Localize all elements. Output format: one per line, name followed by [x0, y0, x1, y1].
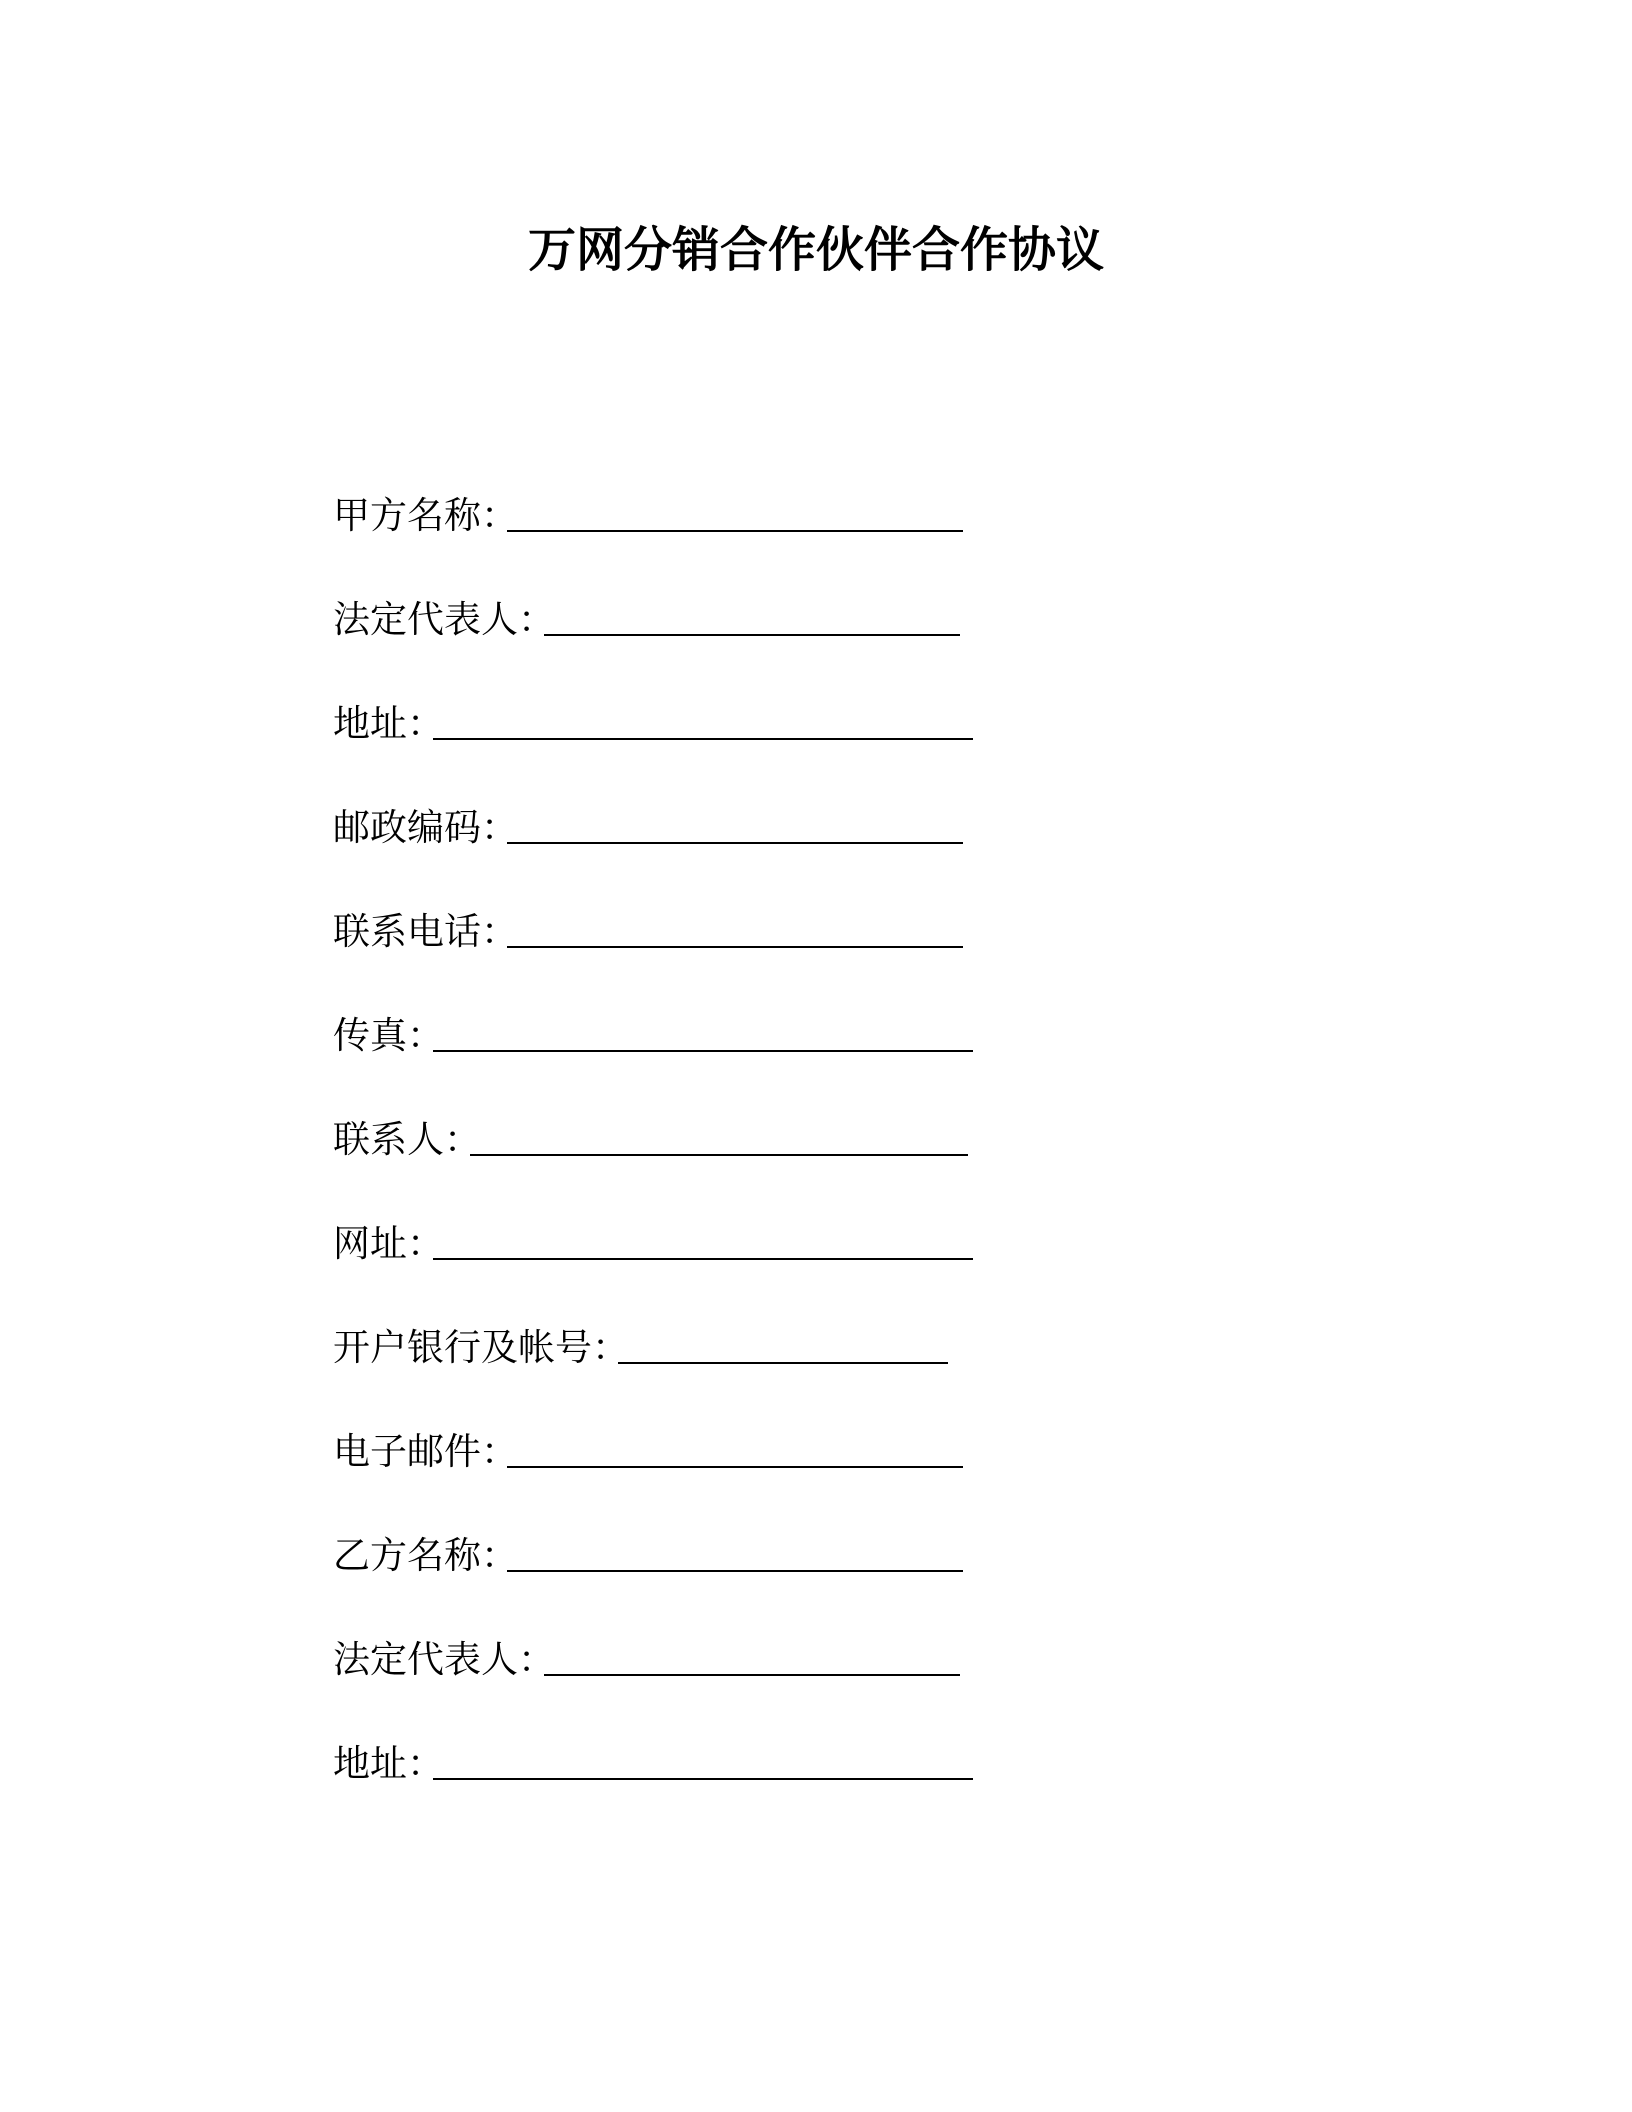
field-row-party-b-name — [333, 1526, 1333, 1630]
field-row-party-a-name — [333, 486, 1333, 590]
field-row-contact-person — [333, 1110, 1333, 1214]
field-colon: ： — [407, 1742, 444, 1785]
blank-line[interactable] — [507, 902, 963, 948]
field-label: 地址 — [333, 1742, 407, 1785]
field-colon: ： — [407, 1014, 444, 1057]
field-row-party-a-address — [333, 694, 1333, 798]
blank-line[interactable] — [433, 1006, 973, 1052]
field-colon: ： — [481, 1534, 518, 1577]
field-row-party-b-legal-rep — [333, 1630, 1333, 1734]
field-colon: ： — [481, 806, 518, 849]
field-label: 乙方名称 — [333, 1534, 481, 1577]
field-label: 网址 — [333, 1222, 407, 1265]
field-row-email — [333, 1422, 1333, 1526]
field-label: 开户银行及帐号 — [333, 1326, 592, 1369]
field-colon: ： — [407, 1222, 444, 1265]
party-info-fields — [333, 486, 1333, 1838]
blank-line[interactable] — [470, 1110, 968, 1156]
field-colon: ： — [481, 910, 518, 953]
field-row-postal-code — [333, 798, 1333, 902]
field-row-phone — [333, 902, 1333, 1006]
field-colon: ： — [518, 1638, 555, 1681]
blank-line[interactable] — [507, 1422, 963, 1468]
blank-line[interactable] — [507, 486, 963, 532]
blank-line[interactable] — [433, 694, 973, 740]
field-label: 地址 — [333, 702, 407, 745]
blank-line[interactable] — [544, 1630, 960, 1676]
field-label: 甲方名称 — [333, 494, 481, 537]
blank-line[interactable] — [433, 1734, 973, 1780]
field-label: 联系人 — [333, 1118, 444, 1161]
field-label: 联系电话 — [333, 910, 481, 953]
field-colon: ： — [444, 1118, 481, 1161]
field-colon: ： — [481, 1430, 518, 1473]
field-row-party-a-legal-rep — [333, 590, 1333, 694]
field-row-website — [333, 1214, 1333, 1318]
field-label: 法定代表人 — [333, 598, 518, 641]
field-row-fax — [333, 1006, 1333, 1110]
field-row-party-b-address — [333, 1734, 1333, 1838]
field-label: 电子邮件 — [333, 1430, 481, 1473]
blank-line[interactable] — [507, 1526, 963, 1572]
blank-line[interactable] — [544, 590, 960, 636]
field-colon: ： — [518, 598, 555, 641]
field-colon: ： — [481, 494, 518, 537]
field-label: 法定代表人 — [333, 1638, 518, 1681]
field-colon: ： — [407, 702, 444, 745]
blank-line[interactable] — [618, 1318, 948, 1364]
blank-line[interactable] — [433, 1214, 973, 1260]
blank-line[interactable] — [507, 798, 963, 844]
field-label: 传真 — [333, 1014, 407, 1057]
field-row-bank-account — [333, 1318, 1333, 1422]
field-colon: ： — [592, 1326, 629, 1369]
document-title: 万网分销合作伙伴合作协议 — [527, 222, 1104, 278]
field-label: 邮政编码 — [333, 806, 481, 849]
